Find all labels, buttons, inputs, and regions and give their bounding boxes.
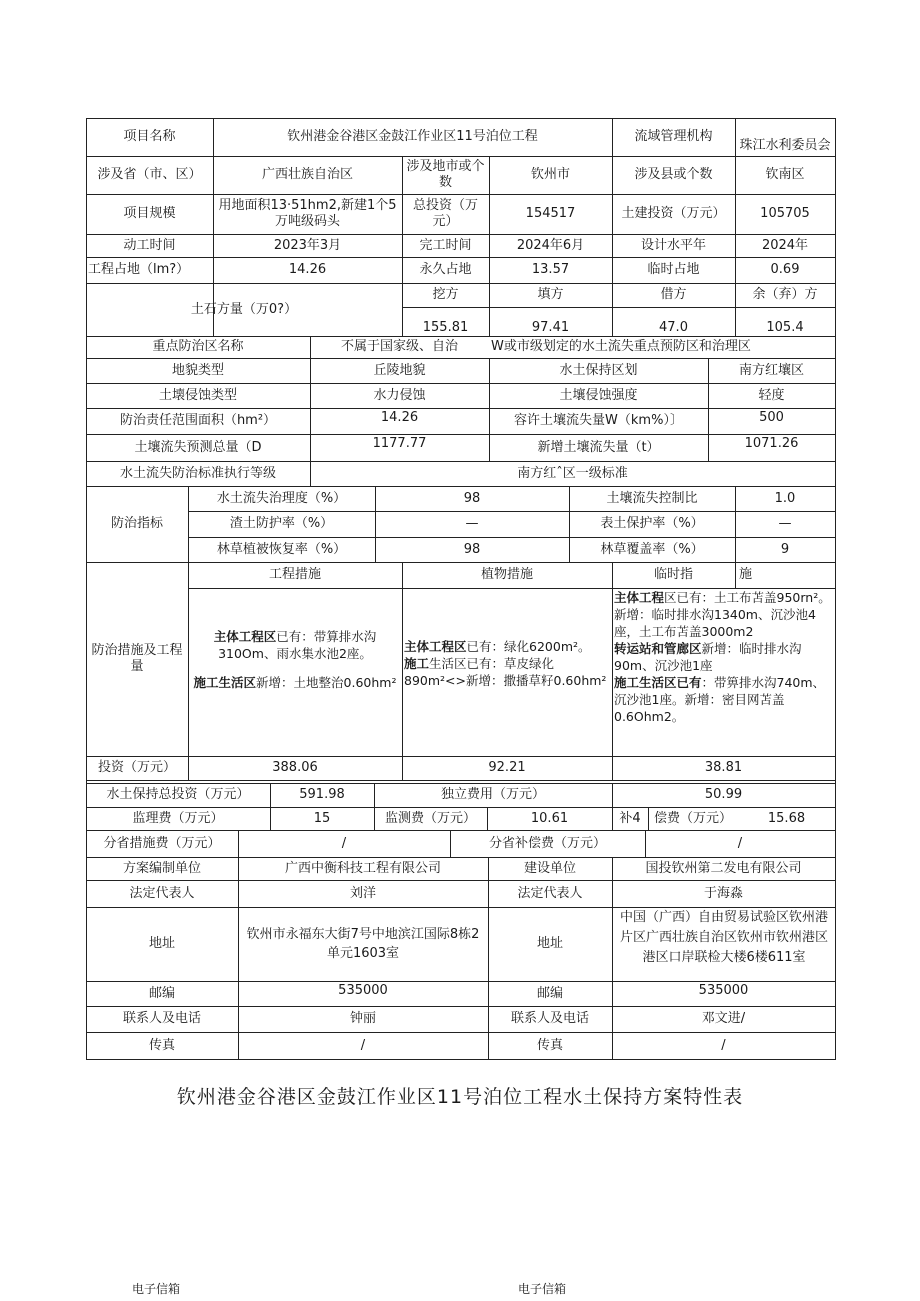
- key-area-value-part2: W或市级划定的水土流失重点预防区和治理区: [491, 339, 751, 354]
- target-row3-a-value: 98: [463, 541, 481, 557]
- waste-label: 余（弃）方: [752, 287, 818, 302]
- provincial-compensation-label: 分省补偿费（万元）: [488, 835, 606, 851]
- cut-value: 155.81: [422, 320, 469, 335]
- engineering-measures-text: [192, 628, 398, 691]
- monitoring-fee-label: 监测费（万元）: [384, 810, 476, 826]
- fill-label: 填方: [537, 287, 564, 302]
- postcode-label-b: 邮编: [536, 985, 563, 1001]
- measures-label: 防治措施及工程量: [91, 643, 183, 674]
- veg-zone-1-text: 已有：绿化6200m²。: [466, 639, 591, 654]
- grid-line-h: [86, 1059, 836, 1060]
- county-value: 钦南区: [765, 167, 805, 182]
- table-caption: 钦州港金谷港区金鼓江作业区11号泊位工程水土保持方案特性表: [176, 1086, 744, 1108]
- responsibility-area-value: 14.26: [380, 410, 419, 425]
- soil-zone-value: 南方红壤区: [738, 362, 804, 378]
- land-area-value: 14.26: [288, 262, 327, 277]
- grid-line-h: [86, 780, 836, 781]
- eng-zone-2-text: 新增：土地整治0.60hm²: [256, 675, 397, 690]
- compensation-fee-label-a: 补4: [619, 810, 641, 826]
- target-row1-b-value: 1.0: [774, 490, 796, 506]
- address-label-b: 地址: [536, 936, 563, 951]
- email-label-left: 电子信箱: [132, 1282, 181, 1296]
- vegetation-measures-text: [404, 638, 610, 689]
- target-row3-b-label: 林草覆盖率（%）: [600, 541, 704, 557]
- total-investment-value: 154517: [525, 206, 576, 221]
- province-label: 涉及省（市、区）: [97, 167, 202, 182]
- responsibility-area-label: 防治责任范围面积（hm²）: [119, 413, 277, 428]
- province-value: 广西壮族自治区: [261, 167, 353, 182]
- engineering-investment: 388.06: [272, 760, 318, 775]
- contact-value-b: 邓文进/: [701, 1011, 746, 1026]
- address-value-a: 钦州市永福东大街7号中地滨江国际8栋2单元1603室: [246, 927, 480, 961]
- project-name-value: 钦州港金谷港区金鼓江作业区11号泊位工程: [287, 129, 538, 144]
- address-label-a: 地址: [148, 936, 175, 951]
- finish-time-label: 完工时间: [419, 237, 472, 253]
- grid-line-v: [835, 118, 836, 1060]
- investment-label: 投资（万元）: [97, 760, 176, 775]
- tmp-zone-2: 转运站和管廊区: [614, 641, 702, 656]
- postcode-value-a: 535000: [338, 983, 388, 998]
- eng-zone-2: 施工生活区: [193, 675, 257, 690]
- tmp-zone-2-text: 新增：临时排水沟90m、沉沙池1座: [614, 641, 802, 673]
- temporary-measures-header-b: 施: [739, 567, 753, 582]
- new-loss-label: 新增土壤流失量（t）: [537, 439, 660, 455]
- fax-label-a: 传真: [148, 1037, 175, 1053]
- tmp-zone-1-text: 区已有：土工布苫盖950rn²。新增：临时排水沟1340m、沉沙池4座，土工布苫盖3000m2: [614, 590, 831, 639]
- vegetation-measures-header: 植物措施: [480, 567, 533, 582]
- vegetation-investment: 92.21: [488, 760, 526, 775]
- eng-zone-1: 主体工程区: [213, 629, 277, 644]
- erosion-type-value: 水力侵蚀: [373, 387, 426, 403]
- borrow-value: 47.0: [659, 320, 688, 335]
- supervision-fee-label: 监理费（万元）: [132, 810, 224, 826]
- temporary-land-label: 临时占地: [647, 262, 700, 277]
- contact-label-a: 联系人及电话: [122, 1011, 201, 1026]
- total-swc-investment-value: 591.98: [299, 787, 345, 802]
- erosion-type-label: 土壊侵蚀类型: [158, 387, 237, 403]
- earthwork-label: 土石方量（万0?）: [190, 301, 298, 317]
- legal-rep-value-a: 刘洋: [349, 885, 376, 901]
- tmp-zone-1: 主体工程: [614, 590, 665, 605]
- fax-value-b: /: [721, 1037, 726, 1053]
- erosion-intensity-label: 土壤侵蚀强度: [559, 387, 638, 403]
- start-time-label: 动工时间: [123, 237, 176, 253]
- key-area-label: 重点防治区名称: [152, 339, 244, 354]
- construction-unit-label: 建设单位: [523, 860, 576, 876]
- target-row1-a-value: 98: [463, 490, 481, 506]
- supervision-fee-value: 15: [313, 810, 331, 826]
- provincial-measure-fee-label: 分省措施费（万元）: [103, 835, 221, 851]
- landform-value: 丘陵地貌: [373, 362, 426, 378]
- design-year-label: 设计水平年: [640, 237, 706, 253]
- provincial-compensation-value: /: [737, 835, 743, 851]
- grid-line-v: [612, 562, 613, 781]
- engineering-measures-header: 工程措施: [268, 567, 321, 582]
- scale-value: 用地面积13·51hm2,新建1个5万吨级码头: [218, 198, 397, 229]
- allowable-loss-value: 500: [759, 410, 784, 425]
- address-value-b: 中国（广西）自由贸易试验区钦州港片区广西壮族自治区钦州市钦州港区港区口岸联检大楼6楼611室: [619, 910, 828, 965]
- target-row2-a-value: —: [465, 516, 479, 531]
- permanent-land-label: 永久占地: [419, 262, 472, 277]
- land-area-label: 工程占地（lm?）: [88, 262, 190, 277]
- fax-label-b: 传真: [536, 1037, 563, 1053]
- civil-investment-label: 土建投资（万元）: [621, 206, 726, 221]
- postcode-label-a: 邮编: [148, 985, 175, 1001]
- total-swc-investment-label: 水土保持总投资（万元）: [106, 787, 250, 802]
- cut-label: 挖方: [432, 287, 459, 302]
- monitoring-fee-value: 10.61: [530, 810, 569, 826]
- target-row2-b-label: 表土保护率（%）: [600, 516, 704, 531]
- tmp-zone-3: 施工生活区已有: [614, 675, 702, 690]
- predicted-loss-value: 1177.77: [372, 436, 427, 451]
- predicted-loss-label: 土壤流失预测总量（D: [134, 439, 262, 455]
- veg-zone-1: 主体工程区: [404, 639, 467, 654]
- construction-unit-value: 国投钦州第二发电有限公司: [645, 860, 802, 876]
- erosion-intensity-value: 轻度: [758, 387, 785, 403]
- veg-zone-2: 施工: [404, 656, 430, 671]
- basin-authority-value: 珠江水利委员会: [739, 138, 831, 153]
- target-row1-a-label: 水土流失治理度（%）: [216, 490, 347, 506]
- legal-rep-value-b: 于海淼: [703, 885, 743, 901]
- target-row1-b-label: 土壤流失控制比: [606, 490, 698, 506]
- city-label: 涉及地市或个数: [406, 159, 485, 190]
- provincial-measure-fee-value: /: [341, 835, 347, 851]
- compensation-fee-value: 15.68: [767, 810, 806, 826]
- start-time-value: 2023年3月: [273, 237, 342, 253]
- independent-cost-value: 50.99: [704, 787, 743, 802]
- new-loss-value: 1071.26: [744, 436, 799, 451]
- city-value: 钦州市: [530, 167, 570, 182]
- grid-line-v: [402, 562, 403, 781]
- fill-value: 97.41: [531, 320, 570, 335]
- project-name-label: 项目名称: [123, 129, 176, 144]
- temporary-investment: 38.81: [704, 760, 743, 775]
- basin-authority-label: 流域管理机构: [634, 129, 713, 144]
- finish-time-value: 2024年6月: [516, 237, 585, 253]
- target-row3-a-label: 林草植被恢复率（%）: [216, 541, 347, 557]
- tmp-zone-3-text: ：带箅排水沟740m、沉沙池1座。新增：密目网苫盖0.6Ohm2。: [614, 675, 826, 724]
- borrow-label: 借方: [660, 287, 687, 302]
- temporary-land-value: 0.69: [770, 262, 800, 277]
- legal-rep-label-a: 法定代表人: [129, 885, 195, 901]
- temporary-measures-header-a: 临时指: [653, 567, 693, 582]
- targets-label: 防治指标: [110, 516, 163, 531]
- soil-zone-label: 水土保持区划: [559, 362, 638, 378]
- county-label: 涉及县或个数: [634, 167, 713, 182]
- landform-label: 地貌类型: [171, 362, 224, 378]
- temporary-measures-text: [614, 589, 834, 725]
- standard-level-label: 水土流失防治标准执行等级: [119, 465, 276, 481]
- independent-cost-label: 独立费用（万元）: [440, 787, 545, 802]
- waste-value: 105.4: [766, 320, 804, 335]
- postcode-value-b: 535000: [698, 983, 749, 998]
- legal-rep-label-b: 法定代表人: [517, 885, 583, 901]
- plan-unit-label: 方案编制单位: [122, 860, 201, 876]
- standard-level-value: 南方红ˆ区一级标准: [517, 465, 628, 481]
- scale-label: 项目规模: [123, 206, 176, 221]
- plan-unit-value: 广西中衡科技工程有限公司: [284, 860, 441, 876]
- email-label-right: 电子信箱: [518, 1282, 567, 1296]
- design-year-value: 2024年: [761, 237, 809, 253]
- eng-zone-1-text: 已有：带算排水沟310Om、雨水集水池2座。: [218, 629, 377, 661]
- civil-investment-value: 105705: [760, 206, 810, 221]
- permanent-land-value: 13.57: [531, 262, 570, 277]
- allowable-loss-label: 容许土壤流失量W（km%）〕: [514, 413, 683, 428]
- fax-value-a: /: [360, 1037, 366, 1053]
- target-row2-b-value: —: [778, 516, 792, 531]
- key-area-value-part1: 不属于国家级、自治: [340, 339, 458, 354]
- total-investment-label: 总投资（万元）: [412, 198, 478, 229]
- veg-zone-2-text: 生活区已有：草皮绿化890m²<>新增：撒播草籽0.60hm²: [404, 656, 607, 688]
- target-row3-b-value: 9: [780, 541, 790, 557]
- compensation-fee-label-b: 偿费（万元）: [653, 810, 732, 826]
- contact-value-a: 钟丽: [349, 1011, 376, 1026]
- contact-label-b: 联系人及电话: [510, 1011, 589, 1026]
- target-row2-a-label: 渣土防护率（%）: [229, 516, 334, 531]
